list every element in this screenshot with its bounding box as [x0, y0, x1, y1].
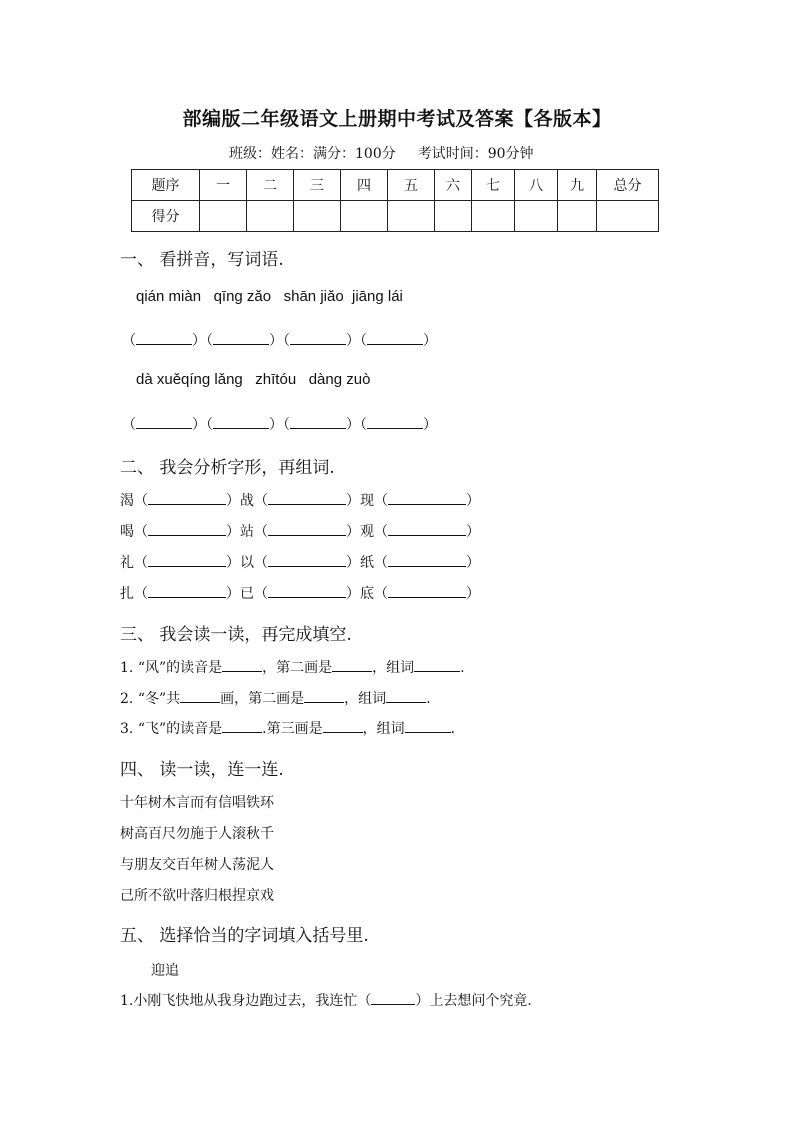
answer-blank[interactable] — [148, 521, 226, 536]
paren-open: （ — [283, 332, 290, 348]
question-text: “冬”共 — [137, 691, 181, 707]
section4-heading: 四、 读一读，连一连. — [120, 760, 284, 780]
fill-question-3 — [120, 718, 455, 738]
pinyin-item: shān jiǎo — [283, 288, 344, 305]
column-header: 三 — [294, 170, 341, 201]
answer-blank[interactable] — [371, 990, 415, 1005]
answer-blank[interactable] — [304, 688, 344, 703]
answer-blank[interactable] — [323, 718, 363, 733]
column-header: 一 — [200, 170, 247, 201]
pinyin-item: qíng lǎng — [181, 371, 243, 388]
answer-blank[interactable] — [222, 657, 262, 672]
answer-blank[interactable] — [414, 657, 460, 672]
score-cell[interactable] — [472, 201, 515, 232]
char: 已 — [240, 586, 254, 602]
char: 渴 — [120, 493, 134, 509]
paren-close: ） — [192, 332, 206, 348]
question-text: ）上去想问个究竟. — [415, 993, 532, 1009]
paren-open: （ — [360, 332, 367, 348]
answer-blank[interactable] — [388, 521, 466, 536]
pinyin-row-2 — [136, 371, 370, 388]
pinyin-row-1 — [136, 288, 403, 305]
answer-blank[interactable] — [222, 718, 262, 733]
char: 以 — [240, 555, 254, 571]
matching-line: 十年树木言而有信唱铁环 — [120, 795, 274, 811]
answer-blank[interactable] — [405, 718, 451, 733]
score-cell[interactable] — [247, 201, 294, 232]
question-number: 1. — [120, 660, 134, 676]
column-header: 四 — [341, 170, 388, 201]
answer-blank[interactable] — [268, 552, 346, 567]
score-cell[interactable] — [294, 201, 341, 232]
paren-open: （ — [360, 416, 367, 432]
section3-heading: 三、 我会读一读，再完成填空. — [120, 625, 352, 645]
section2-heading: 二、 我会分析字形，再组词. — [120, 458, 335, 478]
answer-blanks-row-1 — [122, 330, 437, 350]
question-text: 1.小刚飞快地从我身边跑过去，我连忙（ — [120, 993, 372, 1009]
question-text: .第三画是 — [262, 721, 323, 737]
exam-info-line — [229, 143, 534, 163]
answer-blank[interactable] — [386, 688, 426, 703]
answer-blank[interactable] — [136, 414, 192, 429]
question-text: . — [426, 691, 431, 707]
question-text: “飞”的读音是 — [137, 721, 223, 737]
char-analysis-row: 渴（ ）战（ ）现（ ） — [120, 490, 480, 510]
section1-heading: 一、 看拼音，写词语. — [120, 250, 284, 270]
question-text: ，组词 — [372, 660, 415, 676]
paren-close: ） — [346, 416, 360, 432]
question-text: . — [450, 721, 456, 737]
question-text: ，组词 — [344, 691, 387, 707]
full-score: 满分：100分 — [313, 146, 396, 162]
choice-question-1 — [120, 990, 532, 1010]
answer-blank[interactable] — [148, 552, 226, 567]
answer-blank[interactable] — [148, 583, 226, 598]
row-header-cell: 题序 — [132, 170, 200, 201]
char-analysis-row: 扎（ ）已（ ）底（ ） — [120, 583, 480, 603]
pinyin-item: jiāng lái — [352, 288, 403, 305]
paren-open: （ — [206, 416, 213, 432]
question-number: 3. — [120, 721, 134, 737]
question-number: 2. — [120, 691, 134, 707]
answer-blank[interactable] — [290, 330, 346, 345]
score-label-cell: 得分 — [132, 201, 200, 232]
matching-line: 与朋友交百年树人荡泥人 — [120, 857, 274, 873]
score-table-score-row — [132, 201, 659, 232]
paren-open: （ — [206, 332, 213, 348]
answer-blank[interactable] — [213, 414, 269, 429]
score-table — [131, 169, 659, 232]
answer-blank[interactable] — [268, 583, 346, 598]
char: 观 — [360, 524, 374, 540]
score-cell[interactable] — [388, 201, 435, 232]
paren-open: （ — [122, 416, 136, 432]
question-text: “风”的读音是 — [137, 660, 223, 676]
column-header: 五 — [388, 170, 435, 201]
char-analysis-row: 礼（ ）以（ ）纸（ ） — [120, 552, 480, 572]
column-header: 二 — [247, 170, 294, 201]
question-text: . — [460, 660, 465, 676]
paren-close: ） — [192, 416, 206, 432]
answer-blank[interactable] — [213, 330, 269, 345]
fill-question-1 — [120, 657, 465, 677]
answer-blank[interactable] — [136, 330, 192, 345]
answer-blank[interactable] — [388, 552, 466, 567]
column-header: 九 — [558, 170, 597, 201]
matching-line: 己所不欲叶落归根捏京戏 — [120, 888, 274, 904]
name-label: 姓名： — [271, 146, 313, 162]
column-header: 七 — [472, 170, 515, 201]
question-text: ，组词 — [362, 721, 405, 737]
answer-blank[interactable] — [148, 490, 226, 505]
char: 现 — [360, 493, 374, 509]
pinyin-item: zhītóu — [255, 371, 297, 388]
char: 礼 — [120, 555, 134, 571]
score-cell[interactable] — [515, 201, 558, 232]
score-table-header-row — [132, 170, 659, 201]
answer-blank[interactable] — [388, 583, 466, 598]
char-analysis-row: 喝（ ）站（ ）观（ ） — [120, 521, 480, 541]
pinyin-item: dàng zuò — [308, 371, 371, 388]
answer-blank[interactable] — [290, 414, 346, 429]
answer-blank[interactable] — [180, 688, 220, 703]
score-cell[interactable] — [341, 201, 388, 232]
section5-heading: 五、 选择恰当的字词填入括号里. — [120, 926, 369, 946]
fill-question-2 — [120, 688, 431, 708]
answer-blank[interactable] — [268, 521, 346, 536]
exam-time: 考试时间：90分钟 — [417, 146, 534, 162]
score-cell[interactable] — [200, 201, 247, 232]
paren-close: ） — [269, 416, 283, 432]
pinyin-item: dà xuě — [136, 371, 182, 388]
matching-line: 树高百尺勿施于人滚秋千 — [120, 826, 274, 842]
char: 扎 — [120, 586, 134, 602]
question-text: ，第二画是 — [262, 660, 333, 676]
paren-open: （ — [283, 416, 290, 432]
score-cell[interactable] — [558, 201, 597, 232]
answer-blank[interactable] — [332, 657, 372, 672]
column-header: 六 — [435, 170, 472, 201]
paren-close: ） — [423, 332, 437, 348]
answer-blank[interactable] — [388, 490, 466, 505]
paren-close: ） — [346, 332, 360, 348]
class-label: 班级： — [229, 146, 271, 162]
pinyin-item: qīng zǎo — [213, 288, 272, 305]
answer-blank[interactable] — [268, 490, 346, 505]
exam-title: 部编版二年级语文上册期中考试及答案【各版本】 — [182, 108, 612, 130]
char: 喝 — [120, 524, 134, 540]
column-header: 总分 — [597, 170, 659, 201]
column-header: 八 — [515, 170, 558, 201]
answer-blanks-row-2 — [122, 414, 437, 434]
paren-close: ） — [423, 416, 437, 432]
paren-close: ） — [269, 332, 283, 348]
answer-blank[interactable] — [367, 414, 423, 429]
char: 战 — [240, 493, 254, 509]
paren-open: （ — [122, 332, 136, 348]
char: 站 — [240, 524, 254, 540]
score-cell[interactable] — [597, 201, 659, 232]
answer-blank[interactable] — [367, 330, 423, 345]
word-choices: 迎追 — [151, 963, 179, 979]
score-cell[interactable] — [435, 201, 472, 232]
char: 底 — [360, 586, 374, 602]
char: 纸 — [360, 555, 374, 571]
pinyin-item: qián miàn — [136, 288, 202, 305]
question-text: 画，第二画是 — [220, 691, 305, 707]
